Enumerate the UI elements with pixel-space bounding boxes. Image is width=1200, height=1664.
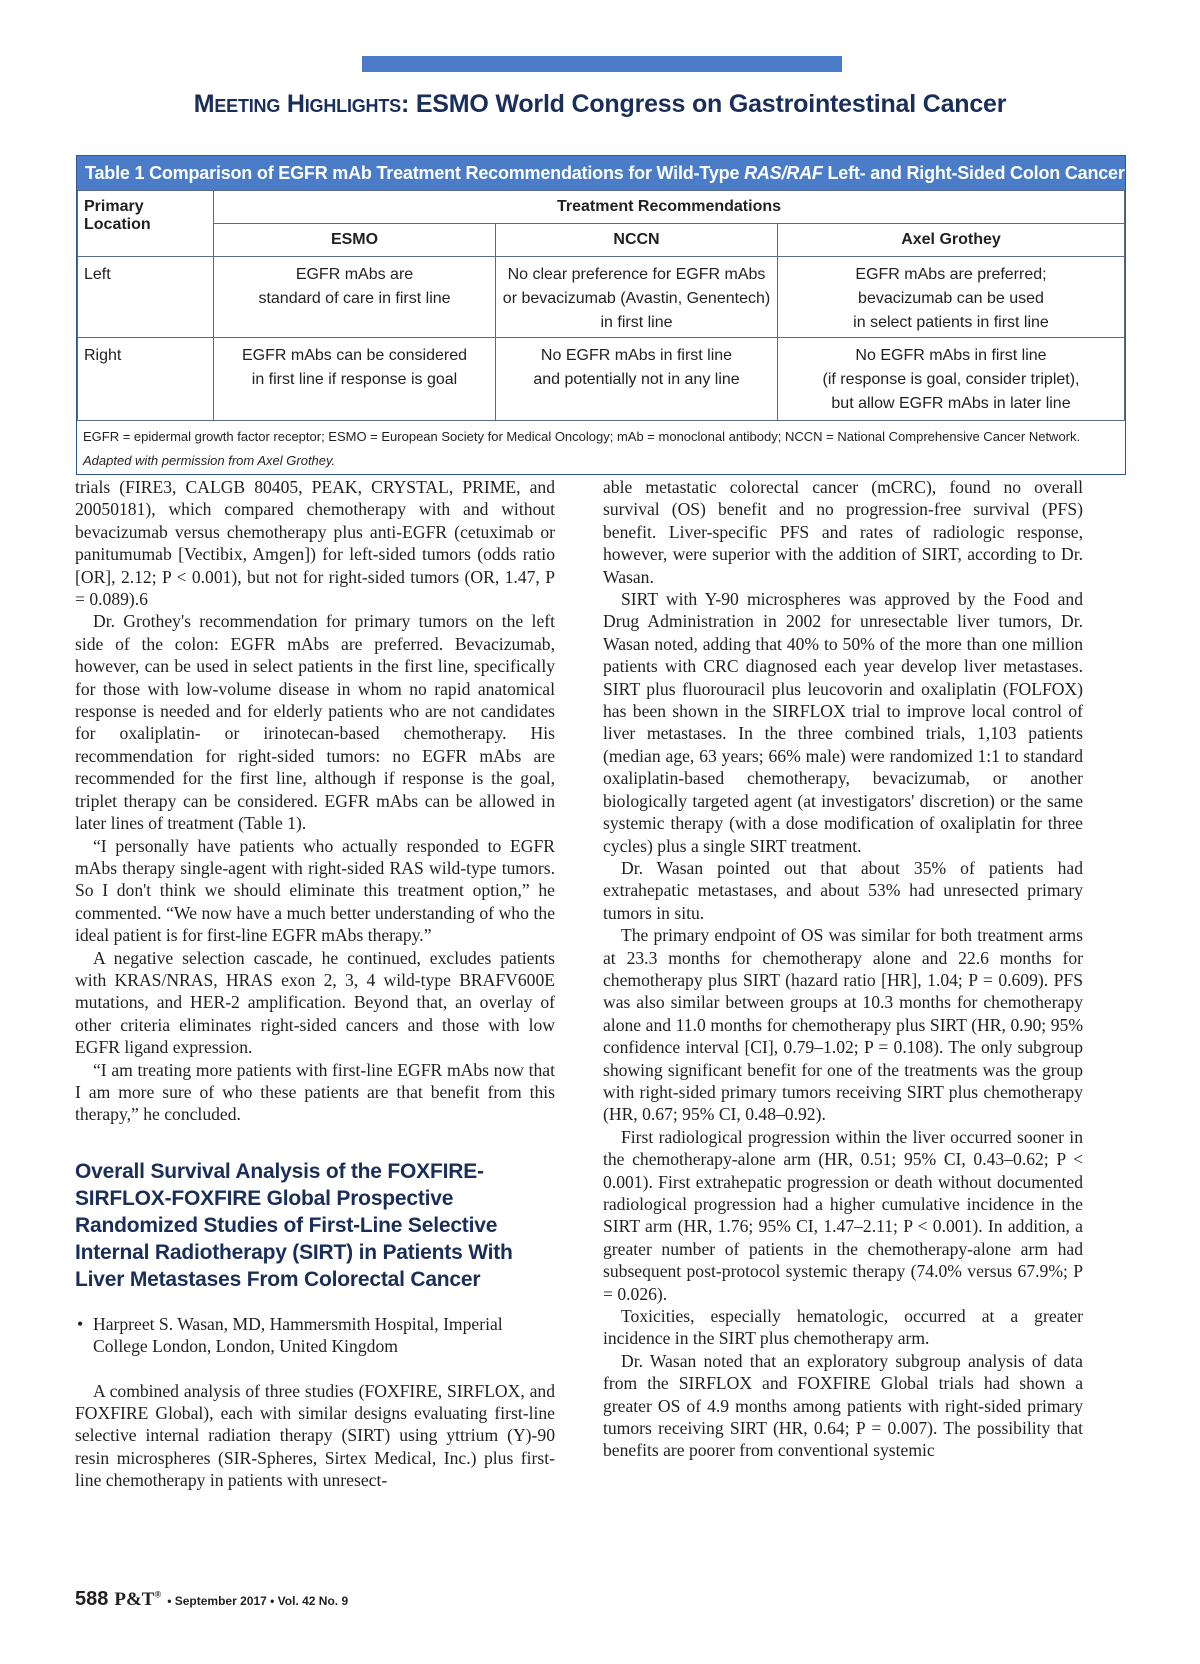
column-header-grothey: Axel Grothey [778, 224, 1125, 257]
table-cell: No EGFR mAbs in first line and potentially not in any line [496, 338, 778, 421]
paragraph: The primary endpoint of OS was similar for both treatment arms at 23.3 months for chemotherapy alone and 22.6 months for chemotherapy plus SIRT (hazard ratio [HR], 1.04; P = 0.609). PFS was also similar between groups at 10.3 months for chemotherapy alone and 11.0 months for chemotherapy plus SIRT (HR, 0.90; 95% confidence interval [CI], 0.79–1.02; P = 0.108). The only subgroup showing significant benefit for one of the treatments was the group with right-sided primary tumors receiving SIRT plus chemotherapy (HR, 0.67; 95% CI, 0.48–0.92). [603, 925, 1083, 1125]
table-row [78, 257, 1125, 338]
table-cell: EGFR mAbs can be considered in first line if response is goal [214, 338, 496, 421]
journal-logo: P&T® [114, 1589, 162, 1610]
table-cell: No clear preference for EGFR mAbs or bevacizumab (Avastin, Genentech) in first line [496, 257, 778, 338]
table-source-note: Adapted with permission from Axel Grothey. [83, 453, 336, 468]
paragraph: Dr. Wasan pointed out that about 35% of patients had extrahepatic metastases, and about 53% had unresected primary tumors in situ. [603, 857, 1083, 923]
header-accent-bar [362, 56, 842, 72]
table-row [78, 338, 1125, 421]
row-location: Left [78, 257, 214, 338]
section-title: Overall Survival Analysis of the FOXFIRE-SIRFLOX-FOXFIRE Global Prospective Randomized Studies of First-Line Selective Internal Radiotherapy (SIRT) in Patients With Liver Metastases From Colorectal Cancer [75, 1159, 513, 1291]
paragraph: A combined analysis of three studies (FOXFIRE, SIRFLOX, and FOXFIRE Global), each with similar designs evaluating first-line selective internal radiation therapy (SIRT) using yttrium (Y)-90 resin microspheres (SIR-Spheres, Sirtex Medical, Inc.) plus first-line chemotherapy in patients with unresect- [75, 1380, 555, 1491]
table-cell: EGFR mAbs are standard of care in first line [214, 257, 496, 338]
speaker-credit: • Harpreet S. Wasan, MD, Hammersmith Hospital, Imperial College London, London, United Kingdom [77, 1313, 503, 1357]
page-footer [75, 1588, 348, 1611]
paragraph: able metastatic colorectal cancer (mCRC), found no overall survival (OS) benefit and no progression-free survival (PFS) benefit. Liver-specific PFS and rates of radiologic response, however, were superior with the addition of SIRT, according to Dr. Wasan. [603, 477, 1083, 587]
issue-info: • September 2017 • Vol. 42 No. 9 [167, 1594, 349, 1608]
table-caption: Table 1 Comparison of EGFR mAb Treatment Recommendations for Wild-Type RAS/RAF Left- and Right-Sided Colon Cancer [77, 156, 1125, 190]
paragraph: SIRT with Y-90 microspheres was approved by the Food and Drug Administration in 2002 for unresectable liver tumors, Dr. Wasan noted, adding that 40% to 50% of the more than one million patients with CRC diagnosed each year develop liver metastases. SIRT plus fluorouracil plus leucovorin and oxaliplatin (FOLFOX) has been shown in the SIRFLOX trial to improve local control of liver metastases. In the three combined trials, 1,103 patients (median age, 63 years; 66% male) were randomized 1:1 to standard oxaliplatin-based chemotherapy, bevacizumab, or another biologically targeted agent (at investigators' discretion) or the same systemic therapy (with a dose modification of oxaliplatin for three cycles) plus a single SIRT treatment. [603, 589, 1083, 856]
row-location: Right [78, 338, 214, 421]
paragraph: A negative selection cascade, he continued, excludes patients with KRAS/NRAS, HRAS exon 2, 3, 4 wild-type BRAFV600E mutations, and HER-2 amplification. Beyond that, an overlay of other criteria eliminates right-sided cancers and those with low EGFR ligand expression. [75, 947, 555, 1058]
paragraph: “I am treating more patients with first-line EGFR mAbs now that I am more sure of who these patients are that benefit from this therapy,” he concluded. [75, 1059, 555, 1125]
header-treatment-recommendations: Treatment Recommendations [214, 191, 1125, 224]
paragraph: Dr. Wasan noted that an exploratory subgroup analysis of data from the SIRFLOX and FOXFIRE Global trials had shown a greater OS of 4.9 months among patients with right-sided primary tumors receiving SIRT (HR, 0.64; P = 0.007). The possibility that benefits are poorer from conventional systemic [603, 1350, 1083, 1461]
table-cell: EGFR mAbs are preferred; bevacizumab can be used in select patients in first line [778, 257, 1125, 338]
page-number: 588 [75, 1588, 109, 1610]
header-primary-location: Primary Location [78, 191, 214, 257]
paragraph: First radiological progression within the liver occurred sooner in the chemotherapy-alone arm (HR, 0.51; 95% CI, 0.43–0.62; P < 0.001). First extrahepatic progression or death without documented radiological progression had a higher cumulative incidence in the SIRT arm (HR, 1.76; 95% CI, 1.47–2.11; P < 0.001). In addition, a greater number of patients in the chemotherapy-alone arm had subsequent post-protocol systemic therapy (74.0% versus 67.9%; P = 0.026). [603, 1126, 1083, 1304]
table-cell: No EGFR mAbs in first line (if response is goal, consider triplet), but allow EGFR mAbs in later line [778, 338, 1125, 421]
header-title-text: ESMO World Congress on Gastrointestinal Cancer [415, 90, 1007, 118]
right-column [603, 476, 1083, 1462]
paragraph: Toxicities, especially hematologic, occurred at a greater incidence in the SIRT plus chemotherapy arm. [603, 1306, 1083, 1349]
comparison-table [76, 155, 1126, 475]
left-column [75, 476, 555, 1492]
paragraph: Dr. Grothey's recommendation for primary tumors on the left side of the colon: EGFR mAbs are preferred. Bevacizumab, however, can be used in select patients in the first line, specifically for those with low-volume disease in whom no rapid anatomical response is needed and for elderly patients who are not candidates for oxaliplatin- or irinotecan-based chemotherapy. His recommendation for right-sided tumors: no EGFR mAbs are recommended for the first line, although if response is the goal, triplet therapy can be considered. EGFR mAbs can be allowed in later lines of treatment (Table 1). [75, 611, 555, 834]
column-header-nccn: NCCN [496, 224, 778, 257]
paragraph: “I personally have patients who actually responded to EGFR mAbs therapy single-agent with right-sided RAS wild-type tumors. So I don't think we should eliminate this treatment option,” he commented. “We now have a much better understanding of who the ideal patient is for first-line EGFR mAbs therapy.” [75, 835, 555, 946]
header-prefix: Meeting Highlights: [193, 90, 410, 118]
paragraph: trials (FIRE3, CALGB 80405, PEAK, CRYSTAL, PRIME, and 20050181), which compared chemotherapy with and without bevacizumab versus chemotherapy plus anti-EGFR (cetuximab or panitumumab [Vectibix, Amgen]) for left-sided tumors (odds ratio [OR], 2.12; P < 0.001), but not for right-sided tumors (OR, 1.47, P = 0.089).6 [75, 477, 555, 610]
bullet-icon: • [77, 1313, 84, 1334]
column-header-esmo: ESMO [214, 224, 496, 257]
page-header [0, 90, 1200, 119]
table-footnote: EGFR = epidermal growth factor receptor; ESMO = European Society for Medical Oncology; mAb = monoclonal antibody; NCCN = National Comprehensive Cancer Network. [83, 429, 1081, 444]
